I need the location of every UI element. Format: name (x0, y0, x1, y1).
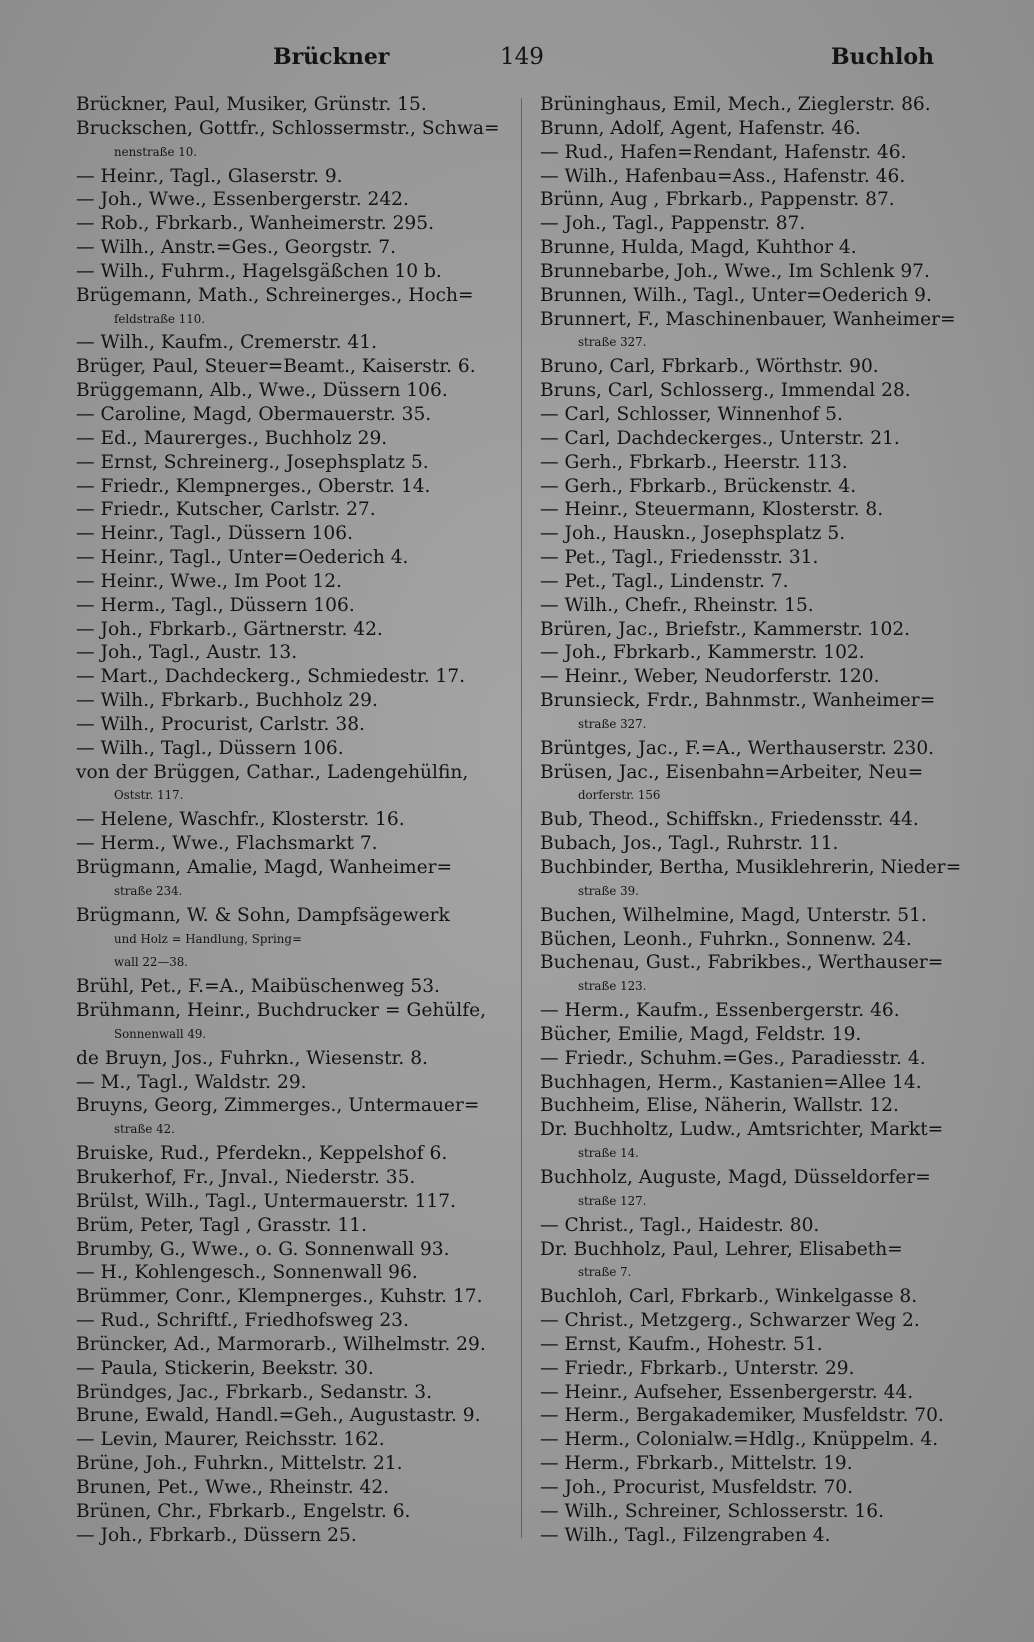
directory-entry-line: und Holz = Handlung, Spring= (114, 931, 302, 946)
directory-entry-line: — Herm., Kaufm., Essenbergerstr. 46. (540, 1000, 900, 1022)
directory-entry-line: — Rud., Hafen=Rendant, Hafenstr. 46. (540, 141, 907, 163)
directory-entry-line: Brülst, Wilh., Tagl., Untermauerstr. 117. (76, 1190, 456, 1212)
directory-entry-line: — Heinr., Tagl., Düssern 106. (76, 523, 353, 545)
directory-entry-line: Brunnen, Wilh., Tagl., Unter=Oederich 9. (540, 284, 932, 306)
directory-entry-line: Bruns, Carl, Schlosserg., Immendal 28. (540, 380, 911, 402)
directory-entry-line: Brückner, Paul, Musiker, Grünstr. 15. (76, 94, 427, 115)
directory-entry-line: straße 123. (578, 979, 647, 994)
directory-entry-line: de Bruyn, Jos., Fuhrkn., Wiesenstr. 8. (76, 1047, 428, 1069)
directory-entry-line: — Christ., Metzgerg., Schwarzer Weg 2. (540, 1310, 920, 1332)
page-number: 149 (500, 44, 544, 70)
right-column (540, 93, 980, 1547)
directory-entry-line: Brümmer, Conr., Klempnerges., Kuhstr. 17. (76, 1286, 483, 1308)
directory-entry-line: Bruno, Carl, Fbrkarb., Wörthstr. 90. (540, 356, 879, 378)
directory-entry-line: — Herm., Tagl., Düssern 106. (76, 594, 355, 616)
directory-entry-line: — Levin, Maurer, Reichsstr. 162. (76, 1429, 385, 1451)
directory-entry-line: — Heinr., Steuermann, Klosterstr. 8. (540, 499, 884, 521)
directory-entry-line: von der Brüggen, Cathar., Ladengehülfin, (76, 761, 469, 783)
directory-entry-line: — Rob., Fbrkarb., Wanheimerstr. 295. (76, 213, 434, 235)
directory-entry-line: — Heinr., Wwe., Im Poot 12. (76, 570, 342, 592)
header-first-entry: Brückner (273, 44, 390, 70)
directory-entry-line: dorferstr. 156 (578, 788, 661, 803)
directory-entry-line: — Heinr., Weber, Neudorferstr. 120. (540, 666, 880, 688)
directory-entry-line: — Christ., Tagl., Haidestr. 80. (540, 1214, 820, 1236)
directory-entry-line: Brüren, Jac., Briefstr., Kammerstr. 102. (540, 618, 911, 640)
directory-entry-line: — Caroline, Magd, Obermauerstr. 35. (76, 403, 432, 425)
directory-entry-line: — Gerh., Fbrkarb., Heerstr. 113. (540, 451, 848, 473)
directory-entry-line: straße 39. (578, 883, 639, 898)
directory-entry-line: Bruyns, Georg, Zimmerges., Untermauer= (76, 1095, 480, 1117)
directory-entry-line: Brunnert, F., Maschinenbauer, Wanheimer= (540, 308, 956, 330)
directory-entry-line: Buchbinder, Bertha, Musiklehrerin, Nieder= (540, 857, 962, 878)
directory-entry-line: — Joh., Procurist, Musfeldstr. 70. (540, 1476, 854, 1498)
header-last-entry: Buchloh (830, 44, 934, 70)
directory-entry-line: straße 127. (578, 1193, 647, 1208)
directory-entry-line: — Wilh., Anstr.=Ges., Georgstr. 7. (76, 237, 397, 259)
directory-entry-line: Brunsieck, Frdr., Bahnmstr., Wanheimer= (540, 690, 936, 712)
directory-entry-line: Brüncker, Ad., Marmorarb., Wilhelmstr. 29. (76, 1333, 486, 1355)
directory-entry-line: — Paula, Stickerin, Beekstr. 30. (76, 1357, 374, 1379)
directory-entry-line: — Helene, Waschfr., Klosterstr. 16. (76, 809, 405, 831)
directory-entry-line: — Herm., Colonialw.=Hdlg., Knüppelm. 4. (540, 1429, 939, 1451)
directory-entry-line: Brüsen, Jac., Eisenbahn=Arbeiter, Neu= (540, 761, 924, 783)
directory-entry-line: — Wilh., Kaufm., Cremerstr. 41. (76, 332, 377, 354)
directory-entry-line: feldstraße 110. (114, 311, 206, 326)
directory-entry-line: Brüne, Joh., Fuhrkn., Mittelstr. 21. (76, 1453, 403, 1475)
directory-entry-line: — Gerh., Fbrkarb., Brückenstr. 4. (540, 475, 857, 497)
directory-entry-line: — Heinr., Tagl., Glaserstr. 9. (76, 165, 343, 187)
directory-entry-line: — M., Tagl., Waldstr. 29. (76, 1071, 307, 1093)
directory-entry-line: — Ernst, Kaufm., Hohestr. 51. (540, 1333, 823, 1355)
directory-entry-line: Brügmann, W. & Sohn, Dampfsägewerk (76, 904, 450, 926)
directory-entry-line: — Wilh., Schreiner, Schlosserstr. 16. (540, 1500, 884, 1522)
directory-entry-line: — Wilh., Fuhrm., Hagelsgäßchen 10 b. (76, 260, 442, 282)
directory-entry-line: Brüm, Peter, Tagl , Grasstr. 11. (76, 1214, 368, 1236)
directory-entry-line: Büchen, Leonh., Fuhrkn., Sonnenw. 24. (540, 928, 912, 950)
directory-entry-line: Brüggemann, Alb., Wwe., Düssern 106. (76, 380, 448, 402)
directory-entry-line: Dr. Buchholtz, Ludw., Amtsrichter, Markt= (540, 1119, 944, 1141)
directory-entry-line: — Friedr., Klempnerges., Oberstr. 14. (76, 475, 431, 497)
running-header (0, 44, 1034, 80)
directory-entry-line: Brumby, G., Wwe., o. G. Sonnenwall 93. (76, 1238, 450, 1260)
directory-entry-line: Brunne, Hulda, Magd, Kuhthor 4. (540, 237, 857, 259)
directory-entry-line: — Carl, Schlosser, Winnenhof 5. (540, 403, 843, 425)
directory-entry-line: Brühl, Pet., F.=A., Maibüschenweg 53. (76, 976, 440, 998)
directory-entry-line: — Ernst, Schreinerg., Josephsplatz 5. (76, 451, 429, 473)
directory-entry-line: Bruckschen, Gottfr., Schlossermstr., Schwa= (76, 117, 500, 139)
directory-entry-line: Buchholz, Auguste, Magd, Düsseldorfer= (540, 1166, 931, 1188)
directory-entry-line: Brunn, Adolf, Agent, Hafenstr. 46. (540, 117, 861, 139)
directory-entry-line: — Herm., Bergakademiker, Musfeldstr. 70. (540, 1405, 944, 1427)
directory-entry-line: — Joh., Tagl., Pappenstr. 87. (540, 213, 806, 235)
directory-entry-line: — Wilh., Hafenbau=Ass., Hafenstr. 46. (540, 165, 906, 187)
directory-entry-line: Brüninghaus, Emil, Mech., Zieglerstr. 86. (540, 94, 931, 115)
directory-entry-line: Bründges, Jac., Fbrkarb., Sedanstr. 3. (76, 1381, 433, 1403)
directory-entry-line: — Heinr., Tagl., Unter=Oederich 4. (76, 547, 409, 569)
directory-entry-line: Oststr. 117. (114, 788, 184, 803)
directory-entry-line: Brünen, Chr., Fbrkarb., Engelstr. 6. (76, 1500, 411, 1522)
directory-entry-line: — Friedr., Schuhm.=Ges., Paradiesstr. 4. (540, 1047, 926, 1069)
directory-entry-line: — Joh., Fbrkarb., Kammerstr. 102. (540, 642, 865, 664)
directory-entry-line: — Joh., Tagl., Austr. 13. (76, 642, 298, 664)
directory-entry-line: — Wilh., Procurist, Carlstr. 38. (76, 713, 365, 735)
directory-entry-line: — Carl, Dachdeckerges., Unterstr. 21. (540, 427, 900, 449)
directory-entry-line: Buchloh, Carl, Fbrkarb., Winkelgasse 8. (540, 1286, 918, 1308)
directory-entry-line: — Herm., Fbrkarb., Mittelstr. 19. (540, 1453, 853, 1475)
directory-entry-line: — Pet., Tagl., Friedensstr. 31. (540, 547, 819, 569)
directory-entry-line: Brünn, Aug , Fbrkarb., Pappenstr. 87. (540, 189, 895, 211)
directory-entry-line: — Pet., Tagl., Lindenstr. 7. (540, 570, 789, 592)
directory-entry-line: — Rud., Schriftf., Friedhofsweg 23. (76, 1310, 409, 1332)
directory-entry-line: straße 7. (578, 1265, 632, 1280)
directory-entry-line: Bücher, Emilie, Magd, Feldstr. 19. (540, 1023, 862, 1045)
directory-entry-line: — Wilh., Tagl., Filzengraben 4. (540, 1524, 831, 1546)
directory-entry-line: straße 234. (114, 883, 183, 898)
directory-entry-line: straße 327. (578, 335, 647, 350)
directory-entry-line: straße 42. (114, 1122, 175, 1137)
directory-entry-line: Brunnebarbe, Joh., Wwe., Im Schlenk 97. (540, 260, 930, 282)
directory-entry-line: Brügemann, Math., Schreinerges., Hoch= (76, 284, 474, 306)
directory-entry-line: — Joh., Wwe., Essenbergerstr. 242. (76, 189, 409, 211)
directory-entry-line: Brühmann, Heinr., Buchdrucker = Gehülfe, (76, 1000, 487, 1022)
directory-entry-line: Brukerhof, Fr., Jnval., Niederstr. 35. (76, 1166, 416, 1188)
directory-entry-line: — Joh., Fbrkarb., Düssern 25. (76, 1524, 357, 1546)
directory-entry-line: — Ed., Maurerges., Buchholz 29. (76, 427, 388, 449)
directory-entry-line: — Joh., Fbrkarb., Gärtnerstr. 42. (76, 618, 383, 640)
directory-entry-line: — Friedr., Kutscher, Carlstr. 27. (76, 499, 376, 521)
directory-entry-line: — Mart., Dachdeckerg., Schmiedestr. 17. (76, 666, 466, 688)
directory-entry-line: wall 22—38. (114, 955, 188, 970)
directory-entry-line: Brüntges, Jac., F.=A., Werthauserstr. 230. (540, 737, 935, 759)
directory-entry-line: Bruiske, Rud., Pferdekn., Keppelshof 6. (76, 1143, 448, 1165)
directory-entry-line: — Heinr., Aufseher, Essenbergerstr. 44. (540, 1381, 914, 1403)
directory-entry-line: — Wilh., Fbrkarb., Buchholz 29. (76, 690, 378, 712)
directory-entry-line: nenstraße 10. (114, 144, 198, 159)
directory-entry-line: Bub, Theod., Schiffskn., Friedensstr. 44. (540, 809, 919, 831)
directory-entry-line: Brunen, Pet., Wwe., Rheinstr. 42. (76, 1476, 390, 1498)
directory-entry-line: Sonnenwall 49. (114, 1026, 207, 1041)
left-column (76, 93, 506, 1547)
directory-entry-line: — Wilh., Tagl., Düssern 106. (76, 737, 344, 759)
directory-entry-line: — Herm., Wwe., Flachsmarkt 7. (76, 833, 378, 855)
directory-entry-line: Brune, Ewald, Handl.=Geh., Augustastr. 9. (76, 1405, 481, 1427)
directory-entry-line: — H., Kohlengesch., Sonnenwall 96. (76, 1262, 418, 1284)
directory-entry-line: — Wilh., Chefr., Rheinstr. 15. (540, 594, 814, 616)
directory-entry-line: Buchhagen, Herm., Kastanien=Allee 14. (540, 1071, 922, 1093)
directory-entry-line: straße 327. (578, 716, 647, 731)
directory-entry-line: Brüger, Paul, Steuer=Beamt., Kaiserstr. 6. (76, 356, 476, 378)
directory-entry-line: Buchenau, Gust., Fabrikbes., Werthauser= (540, 952, 944, 974)
directory-entry-line: Brügmann, Amalie, Magd, Wanheimer= (76, 857, 453, 878)
directory-entry-line: Bubach, Jos., Tagl., Ruhrstr. 11. (540, 833, 839, 855)
directory-entry-line: — Joh., Hauskn., Josephsplatz 5. (540, 523, 846, 545)
column-divider (521, 98, 522, 1538)
directory-entry-line: straße 14. (578, 1146, 639, 1161)
directory-entry-line: — Friedr., Fbrkarb., Unterstr. 29. (540, 1357, 855, 1379)
directory-entry-line: Buchheim, Elise, Näherin, Wallstr. 12. (540, 1095, 899, 1117)
directory-entry-line: Buchen, Wilhelmine, Magd, Unterstr. 51. (540, 904, 927, 926)
directory-entry-line: Dr. Buchholz, Paul, Lehrer, Elisabeth= (540, 1238, 903, 1260)
